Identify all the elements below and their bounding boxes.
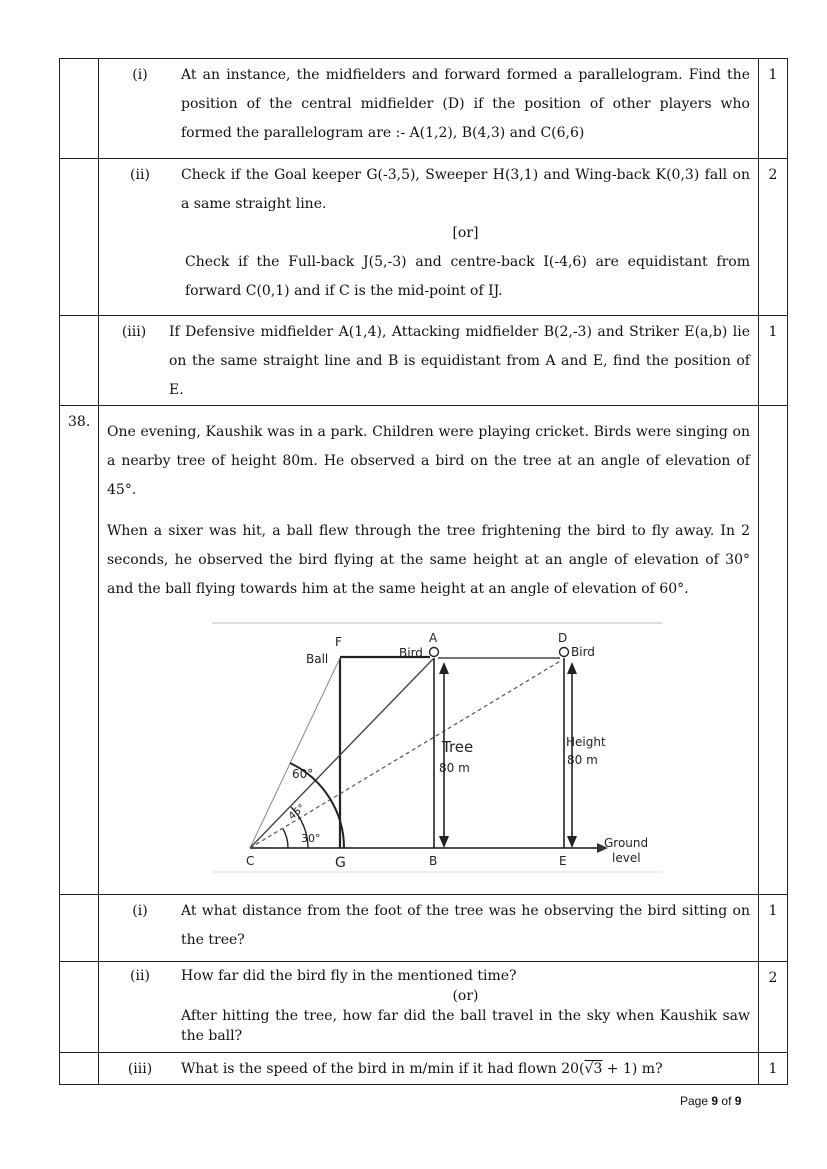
q38-case-row <box>60 406 788 895</box>
label-angle-30: 30° <box>301 832 321 845</box>
question-cell <box>99 1053 759 1085</box>
page-total: 9 <box>734 1094 742 1108</box>
angle-arc-30 <box>283 829 288 848</box>
part-label: (i) <box>132 67 148 83</box>
part-label: (iii) <box>121 324 147 340</box>
label-ball: Ball <box>306 652 329 666</box>
of-word: of <box>721 1094 732 1108</box>
label-f: F <box>335 635 342 649</box>
marks-cell <box>759 406 788 895</box>
question-text-end: + 1) m? <box>602 1061 663 1077</box>
q38-part-iii-row <box>60 1053 788 1085</box>
question-text: If Defensive midfielder A(1,4), Attacking midfielder B(2,-3) and Striker E(a,b) lie on the same straight line and B is equidistant from A and E, find the position of E. <box>169 324 750 398</box>
label-angle-60: 60° <box>292 767 314 781</box>
marks-cell: 1 <box>759 895 788 962</box>
question-cell <box>99 962 759 1053</box>
label-tree-height: 80 m <box>439 761 470 775</box>
question-text <box>181 1055 750 1084</box>
part-label: (iii) <box>127 1061 153 1077</box>
label-g: G <box>335 855 346 871</box>
marks-cell: 1 <box>759 59 788 159</box>
question-text: At what distance from the foot of the tree was he observing the bird sitting on the tree? <box>181 903 750 948</box>
label-a: A <box>429 631 438 645</box>
height-arrow-down <box>567 836 577 848</box>
marks-cell: 1 <box>759 316 788 406</box>
label-height-value: 80 m <box>567 753 598 767</box>
question-table <box>59 58 788 1085</box>
sight-line-ca <box>250 659 433 848</box>
alternate-question-text: After hitting the tree, how far did the ball travel in the sky when Kaushik saw the ball? <box>181 1008 750 1044</box>
page-footer <box>680 1094 741 1108</box>
question-cell <box>99 895 759 962</box>
qnum-cell <box>60 159 99 316</box>
qnum-cell <box>60 59 99 159</box>
case-paragraph-2: When a sixer was hit, a ball flew through the tree frightening the bird to fly away. In 2 seconds, he observed the bird flying at the same height at an angle of elevation of 30° and the ball flying towards him at the same height at an angle of elevation of 60°. <box>107 523 750 597</box>
qnum-cell <box>60 895 99 962</box>
question-text: At an instance, the midfielders and forward formed a parallelogram. Find the position of the central midfielder (D) if the position of other players who formed the parallelogram are :- A(1,2), B(4,3) and C(6,6) <box>181 67 750 141</box>
page-word: Page <box>680 1094 709 1108</box>
part-label: (i) <box>132 903 148 919</box>
question-cell <box>99 59 759 159</box>
or-separator: (or) <box>452 988 479 1004</box>
sqrt-expression: √3 <box>584 1061 603 1077</box>
qnum-cell <box>60 962 99 1053</box>
question-text: Check if the Goal keeper G(-3,5), Sweeper H(3,1) and Wing-back K(0,3) fall on a same straight line. <box>181 167 750 212</box>
label-d: D <box>558 631 568 645</box>
height-arrow-up <box>567 662 577 674</box>
label-e: E <box>559 854 567 868</box>
case-study-cell <box>99 406 759 895</box>
page-number: 9 <box>711 1094 719 1108</box>
label-height: Height <box>566 735 606 749</box>
question-cell <box>99 159 759 316</box>
label-bird-d: Bird <box>571 645 595 659</box>
q38-part-ii-row <box>60 962 788 1053</box>
marks-cell: 1 <box>759 1053 788 1085</box>
or-separator: [or] <box>452 225 479 241</box>
label-angle-45: 45° <box>286 802 308 823</box>
case-paragraph-1: One evening, Kaushik was in a park. Children were playing cricket. Birds were singing on a nearby tree of height 80m. He observed a bird on the tree at an angle of elevation of 45°. <box>107 424 750 498</box>
question-cell <box>99 316 759 406</box>
q37-part-iii-row <box>60 316 788 406</box>
bird-circle-a <box>430 648 439 657</box>
question-text: How far did the bird fly in the mentioned time? <box>181 968 517 984</box>
tree-arrow-down <box>439 836 449 848</box>
label-tree: Tree <box>442 738 474 756</box>
part-label: (ii) <box>130 167 150 183</box>
qnum-cell <box>60 316 99 406</box>
label-ground: Ground <box>604 836 649 850</box>
label-level: level <box>612 851 641 865</box>
marks-cell: 2 <box>759 962 788 1053</box>
marks-cell: 2 <box>759 159 788 316</box>
height-distance-figure <box>212 622 662 878</box>
label-b: B <box>429 854 438 868</box>
alternate-question-text: Check if the Full-back J(5,-3) and centre-back I(-4,6) are equidistant from forward C(0,1) and if C is the mid-point of IJ. <box>185 254 750 299</box>
q37-part-ii-row <box>60 159 788 316</box>
label-bird-a: Bird <box>399 646 423 660</box>
q38-part-i-row <box>60 895 788 962</box>
question-text-start: What is the speed of the bird in m/min if it had flown 20( <box>181 1061 585 1077</box>
bird-circle-d <box>560 648 569 657</box>
tree-arrow-up <box>439 662 449 674</box>
figure-container <box>99 616 758 894</box>
qnum-cell <box>60 1053 99 1085</box>
part-label: (ii) <box>130 968 150 984</box>
question-number: 38. <box>60 406 99 895</box>
q37-part-i-row <box>60 59 788 159</box>
label-c: C <box>246 854 255 868</box>
